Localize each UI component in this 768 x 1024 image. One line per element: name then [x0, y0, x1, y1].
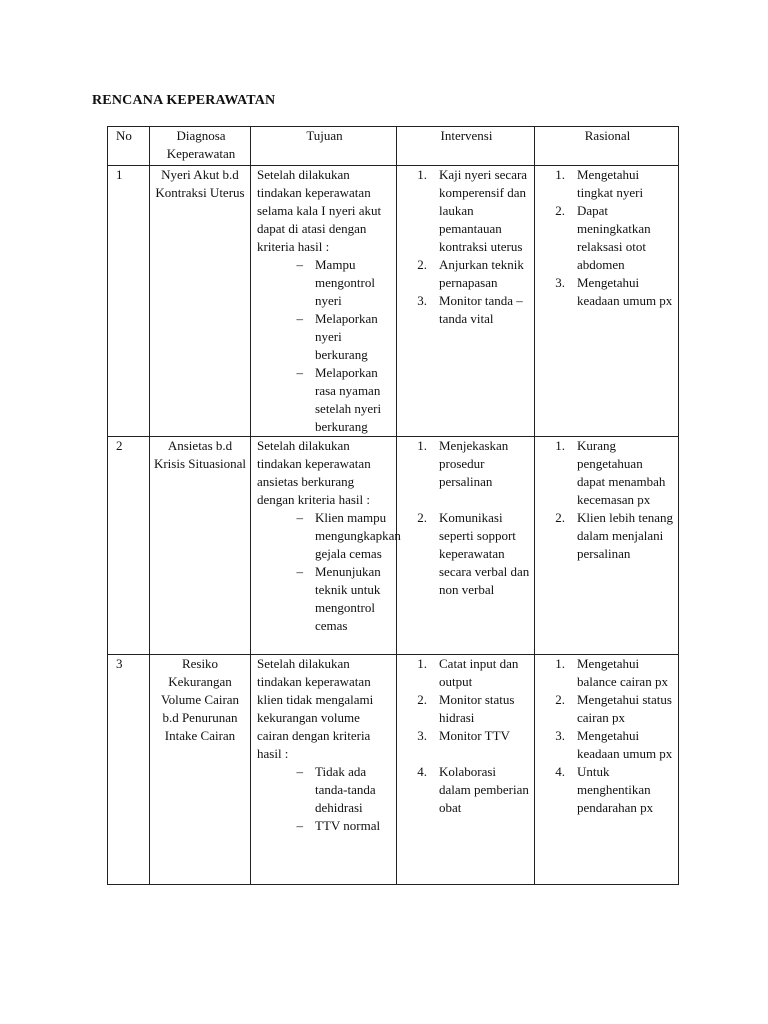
- dash-bullet: –: [296, 764, 303, 779]
- dash-bullet: –: [296, 365, 303, 380]
- cell-tujuan: [251, 166, 397, 437]
- document-title: RENCANA KEPERAWATAN: [92, 93, 276, 108]
- cell-rasional: [535, 437, 679, 655]
- table-row: [108, 655, 679, 885]
- list-item: 1. Menjekaskan prosedur persalinan: [417, 438, 509, 489]
- criteria-item: – TTV normal: [257, 817, 392, 835]
- header-diagnosa: Diagnosa Keperawatan: [150, 127, 251, 166]
- cell-no: 3: [108, 655, 150, 885]
- header-intervensi: Intervensi: [397, 127, 535, 166]
- list-item: 1. Mengetahui balance cairan px: [555, 656, 668, 689]
- rationale-list: [541, 437, 674, 563]
- dash-bullet: –: [296, 510, 303, 525]
- list-item: 2. Monitor status hidrasi: [417, 692, 515, 725]
- dash-bullet: –: [296, 564, 303, 579]
- cell-intervensi: [397, 655, 535, 885]
- cell-intervensi: [397, 437, 535, 655]
- tujuan-intro: Setelah dilakukan tindakan keperawatan klien tidak mengalami kekurangan volume cairan dengan kriteria hasil :: [257, 656, 374, 761]
- cell-tujuan: [251, 437, 401, 655]
- dash-bullet: –: [296, 818, 303, 833]
- criteria-item: – Melaporkan nyeri berkurang: [257, 310, 392, 364]
- cell-diagnosa: Ansietas b.d Krisis Situasional: [150, 437, 251, 655]
- list-item: 2. Komunikasi seperti sopport keperawatan secara verbal dan non verbal: [417, 510, 530, 597]
- table-header-row: [108, 127, 679, 166]
- list-item: 2. Mengetahui status cairan px: [555, 692, 672, 725]
- list-item: 1. Catat input dan output: [417, 656, 519, 689]
- list-item: 4. Untuk menghentikan pendarahan px: [555, 764, 654, 815]
- header-rasional: Rasional: [535, 127, 679, 166]
- cell-intervensi: [397, 166, 535, 437]
- criteria-list: [257, 256, 392, 436]
- cell-rasional: [535, 166, 679, 437]
- header-no: No: [108, 127, 150, 166]
- intervention-list: [403, 166, 530, 328]
- criteria-list: [257, 509, 401, 635]
- criteria-item: – Tidak ada tanda-tanda dehidrasi: [257, 763, 392, 817]
- tujuan-intro: Setelah dilakukan tindakan keperawatan selama kala I nyeri akut dapat di atasi dengan kriteria hasil :: [257, 167, 382, 254]
- list-spacer: [403, 745, 530, 763]
- cell-diagnosa: Resiko Kekurangan Volume Cairan b.d Penurunan Intake Cairan: [150, 655, 251, 885]
- list-item: 1. Mengetahui tingkat nyeri: [555, 167, 644, 200]
- criteria-item: – Menunjukan teknik untuk mengontrol cemas: [257, 563, 392, 635]
- criteria-item: – Klien mampu mengungkapkan gejala cemas: [257, 509, 392, 563]
- criteria-list: [257, 763, 392, 835]
- cell-tujuan: [251, 655, 397, 885]
- list-item: 3. Monitor TTV: [417, 728, 510, 743]
- list-item: 3. Mengetahui keadaan umum px: [555, 728, 673, 761]
- dash-bullet: –: [296, 311, 303, 326]
- intervention-list: [403, 437, 530, 599]
- list-spacer: [403, 491, 530, 509]
- list-item: 3. Mengetahui keadaan umum px: [555, 275, 673, 308]
- intervention-list: [403, 655, 530, 817]
- list-item: 2. Klien lebih tenang dalam menjalani persalinan: [555, 510, 674, 561]
- cell-no: 2: [108, 437, 150, 655]
- cell-rasional: [535, 655, 679, 885]
- dash-bullet: –: [296, 257, 303, 272]
- list-item: 2. Anjurkan teknik pernapasan: [417, 257, 524, 290]
- cell-no: 1: [108, 166, 150, 437]
- tujuan-intro: Setelah dilakukan tindakan keperawatan ansietas berkurang dengan kriteria hasil :: [257, 438, 371, 507]
- list-item: 1. Kaji nyeri secara komperensif dan laukan pemantauan kontraksi uterus: [417, 167, 528, 254]
- criteria-item: – Melaporkan rasa nyaman setelah nyeri berkurang: [257, 364, 392, 436]
- criteria-item: – Mampu mengontrol nyeri: [257, 256, 392, 310]
- list-item: 4. Kolaborasi dalam pemberian obat: [417, 764, 529, 815]
- table-row: [108, 166, 679, 437]
- nursing-plan-table: [107, 126, 679, 885]
- table-row: [108, 437, 679, 655]
- rationale-list: [541, 655, 674, 817]
- rationale-list: [541, 166, 674, 310]
- cell-diagnosa: Nyeri Akut b.d Kontraksi Uterus: [150, 166, 251, 437]
- list-item: 1. Kurang pengetahuan dapat menambah kecemasan px: [555, 438, 666, 507]
- header-tujuan: Tujuan: [251, 127, 397, 166]
- list-item: 3. Monitor tanda – tanda vital: [417, 293, 523, 326]
- list-item: 2. Dapat meningkatkan relaksasi otot abdomen: [555, 203, 651, 272]
